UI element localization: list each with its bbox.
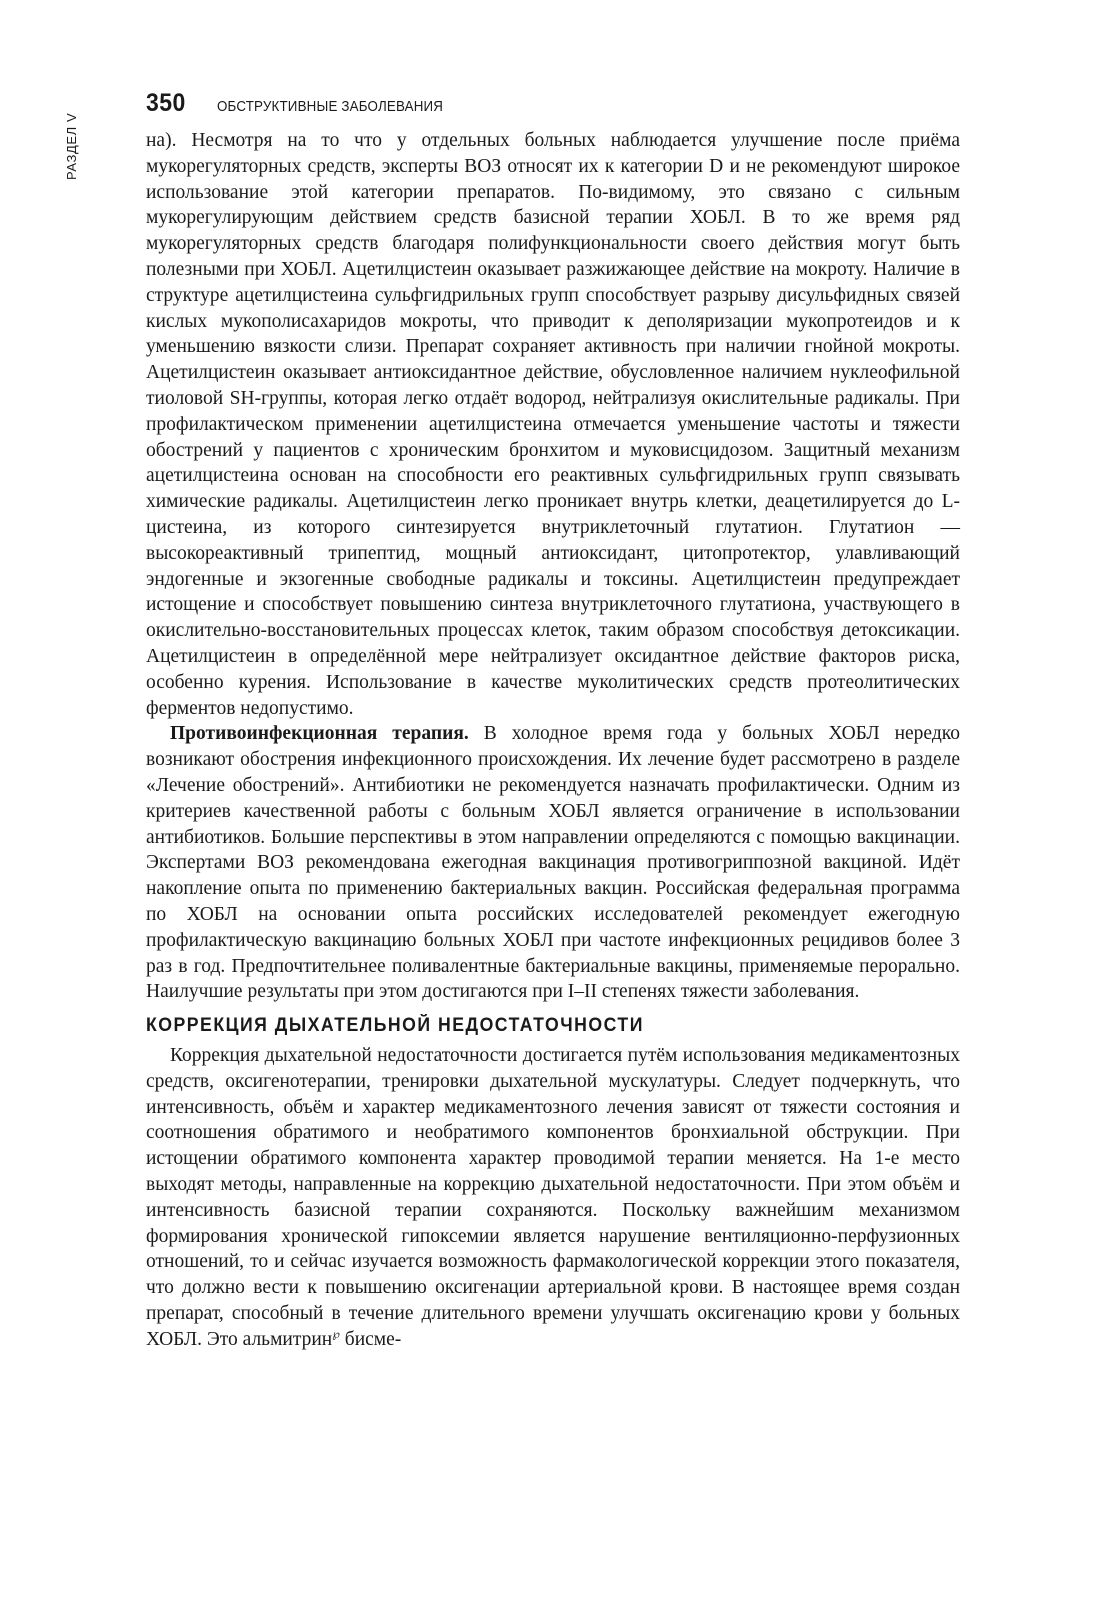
paragraph-respiratory-correction — [146, 1043, 960, 1353]
section-side-label: РАЗДЕЛ V — [64, 112, 79, 180]
running-title: ОБСТРУКТИВНЫЕ ЗАБОЛЕВАНИЯ — [217, 99, 444, 115]
registered-mark: ℘ — [332, 1328, 340, 1341]
page-header — [146, 89, 463, 118]
paragraph-anti-infective-text: В холодное время года у больных ХОБЛ нередко возникают обострения инфекционного происхождения. Их лечение будет рассмотрено в разделе «Лечение обострений». Антибиотики не рекомендуется назначать профилактически. Одним из критериев качественной работы с больным ХОБЛ является ограничение в использовании антибиотиков. Большие перспективы в этом направлении определяются с помощью вакцинации. Экспертами ВОЗ рекомендована ежегодная вакцинация противогриппозной вакциной. Идёт накопление опыта по применению бактериальных вакцин. Российская федеральная программа по ХОБЛ на основании опыта российских исследователей рекомендует ежегодную профилактическую вакцинацию больных ХОБЛ при частоте инфекционных рецидивов более 3 раз в год. Предпочтительнее поливалентные бактериальные вакцины, применяемые перорально. Наилучшие результаты при этом достигаются при I–II степенях тяжести заболевания. — [146, 723, 960, 1003]
paragraph-mucoregulators: на). Несмотря на то что у отдельных больных наблюдается улучшение после приёма мукорегуляторных средств, эксперты ВОЗ относят их к категории D и не рекомендуют широкое использование этой категории препаратов. По-видимому, это связано с сильным мукорегулирующим действием средств базисной терапии ХОБЛ. В то же время ряд мукорегуляторных средств благодаря полифункциональности своего действия могут быть полезными при ХОБЛ. Ацетилцистеин оказывает разжижающее действие на мокроту. Наличие в структуре ацетилцистеина сульфгидрильных групп способствует разрыву дисульфидных связей кислых мукополисахаридов мокроты, что приводит к деполяризации мукопротеидов и к уменьшению вязкости слизи. Препарат сохраняет активность при наличии гнойной мокроты. Ацетилцистеин оказывает антиоксидантное действие, обусловленное наличием нуклеофильной тиоловой SH-группы, которая легко отдаёт водород, нейтрализуя окислительные радикалы. При профилактическом применении ацетилцистеина отмечается уменьшение частоты и тяжести обострений у пациентов с хроническим бронхитом и муковисцидозом. Защитный механизм ацетилцистеина основан на способности его реактивных сульфгидрильных групп связывать химические радикалы. Ацетилцистеин легко проникает внутрь клетки, деацетилируется до L-цистеина, из которого синтезируется внутриклеточный глутатион. Глутатион — высокореактивный трипептид, мощный антиоксидант, цитопротектор, улавливающий эндогенные и экзогенные свободные радикалы и токсины. Ацетилцистеин предупреждает истощение и способствует повышению синтеза внутриклеточного глутатиона, участвующего в окислительно-восстановительных процессах клеток, таким образом способствуя детоксикации. Ацетилцистеин в определённой мере нейтрализует оксидантное действие факторов риска, особенно курения. Использование в качестве муколитических средств протеолитических ферментов недопустимо. — [146, 130, 960, 719]
body-text — [146, 128, 960, 1353]
page-number: 350 — [146, 89, 186, 117]
paragraph-respiratory-text: Коррекция дыхательной недостаточности достигается путём использования медикаментозных средств, оксигенотерапии, тренировки дыхательной мускулатуры. Следует подчеркнуть, что интенсивность, объём и характер медикаментозного лечения зависят от тяжести состояния и соотношения обратимого и необратимого компонентов бронхиальной обструкции. При истощении обратимого компонента характер проводимой терапии меняется. На 1-е место выходят методы, направленные на коррекцию дыхательной недостаточности. При этом объём и интенсивность базисной терапии сохраняются. Поскольку важнейшим механизмом формирования хронической гипоксемии является нарушение вентиляционно-перфузионных отношений, то и сейчас изучается возможность фармакологической коррекции этого показателя, что должно вести к повышению оксигенации артериальной крови. В настоящее время создан препарат, способный в течение длительного времени улучшать оксигенацию крови у больных ХОБЛ. Это альмитрин — [146, 1045, 960, 1350]
paragraph-anti-infective — [146, 721, 960, 1005]
section-heading: КОРРЕКЦИЯ ДЫХАТЕЛЬНОЙ НЕДОСТАТОЧНОСТИ — [146, 1015, 644, 1037]
paragraph-lead-bold: Противоинфекционная терапия. — [170, 723, 469, 745]
paragraph-respiratory-tail: бисме- — [339, 1328, 402, 1350]
